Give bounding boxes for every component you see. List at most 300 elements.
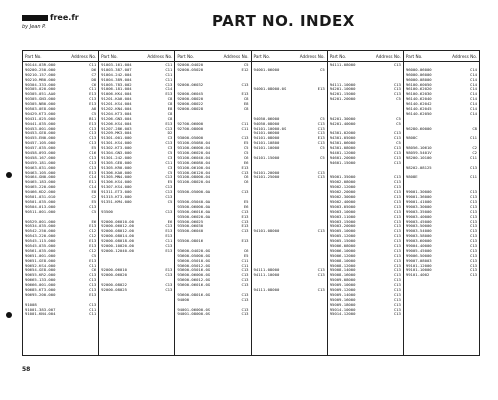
address-number: E13 (241, 238, 249, 244)
address-number: C6 (243, 174, 249, 180)
address-number: C13 (317, 140, 325, 146)
part-number: 93500-06020-0A (177, 214, 211, 219)
address-number: E13 (241, 213, 249, 219)
part-number: 91005-783-002 (101, 82, 132, 87)
header-address-no: Address No. (375, 53, 401, 59)
address-number: C14 (470, 71, 478, 77)
address-number: C11 (470, 154, 478, 160)
address-number: C13 (317, 125, 325, 131)
address-number: E5 (91, 145, 97, 151)
address-number: C13 (393, 159, 401, 165)
part-number: 96100-62030 (405, 92, 432, 97)
part-number: 91305-KR0-000 (101, 165, 132, 170)
address-number: C13 (393, 238, 401, 244)
address-number: C14 (470, 106, 478, 112)
part-number: 94101-10800 (253, 141, 280, 146)
part-number: 99003-54000 (405, 229, 432, 234)
part-number: 94111-10000 (329, 82, 356, 87)
part-number: 91311-ET3-000 (101, 190, 132, 195)
part-number: 95009-10000 (329, 283, 356, 288)
part-number: 91001-383-007 (25, 307, 56, 312)
part-number: 9808E (405, 175, 418, 180)
part-number: 91004-242-004 (101, 72, 132, 77)
part-number: 95009-14000 (329, 292, 356, 297)
address-number: C13 (470, 198, 478, 204)
site-logo (22, 13, 79, 22)
address-number: E13 (89, 238, 97, 244)
address-number: E6 (167, 218, 173, 224)
address-number: E13 (165, 120, 173, 126)
part-number: 91305-GE8-000 (101, 160, 132, 165)
part-number: 92000-10020-00 (101, 243, 134, 248)
address-number: C13 (89, 159, 97, 165)
part-number: 95009-16000 (329, 297, 356, 302)
address-number: C13 (89, 282, 97, 288)
part-number: 90529-001-000 (25, 219, 56, 224)
address-number: C16 (89, 150, 97, 156)
header-address-no: Address No. (452, 53, 478, 59)
column-header (252, 51, 327, 62)
address-number: C13 (165, 194, 173, 200)
address-number: E5 (243, 140, 249, 146)
address-number: C13 (317, 169, 325, 175)
part-number: 92700-06000 (177, 121, 204, 126)
header-part-no: Part No. (253, 53, 271, 59)
part-number: 96100-60050 (405, 82, 432, 87)
address-number: C5 (243, 62, 249, 67)
part-number: 93000-05000 (177, 136, 204, 141)
part-number: 90543-220-000 (25, 234, 56, 239)
part-number: 98056-10610 (405, 146, 432, 151)
part-number: 95003-15000 (329, 219, 356, 224)
part-number: 90501-031-010 (25, 195, 56, 200)
address-number: C13 (393, 233, 401, 239)
address-number: C13 (317, 174, 325, 180)
part-number: 90534-035-000 (25, 224, 56, 229)
owner-label: by Jean P. (22, 24, 47, 30)
address-number: C14 (470, 66, 478, 72)
address-number: E6 (243, 159, 249, 165)
address-number: C13 (165, 140, 173, 146)
part-number: 93100-06000-04 (177, 146, 211, 151)
part-number: 94001-06000 (253, 67, 280, 72)
part-number: 92700-08000 (177, 126, 204, 131)
part-number: 95002-20000 (329, 190, 356, 195)
address-number: C13 (241, 311, 249, 317)
part-number: 93500-06040 (177, 229, 204, 234)
binder-hole-icon (6, 312, 12, 318)
column-header (328, 51, 403, 62)
address-number: C13 (89, 154, 97, 160)
binder-hole-icon (6, 172, 12, 178)
part-number: 90457-105-000 (25, 141, 56, 146)
address-number: C13 (241, 277, 249, 283)
address-number: E13 (317, 86, 325, 92)
part-number: 91301-KS4-000 (101, 141, 132, 146)
part-number: 96140-62050 (405, 111, 432, 116)
index-column (99, 51, 175, 355)
part-number: 94111-10000 (253, 273, 280, 278)
address-number: C14 (89, 184, 97, 190)
address-number: C3 (167, 154, 173, 160)
address-number: C11 (89, 262, 97, 268)
part-number: 94201-15000 (329, 92, 356, 97)
address-number: E13 (165, 233, 173, 239)
part-number: 92000-08018-00 (101, 239, 134, 244)
part-number: 95002-40000 (329, 199, 356, 204)
part-number: 96000-06000 (405, 67, 432, 72)
part-number: 94201-40000 (329, 121, 356, 126)
address-number: C14 (470, 81, 478, 87)
part-number: 90652-KS4-000 (25, 263, 56, 268)
part-number: 94101-10000 (253, 146, 280, 151)
address-number: C13 (393, 311, 401, 317)
part-number: 92000-05020 (177, 67, 204, 72)
address-number: C6 (243, 154, 249, 160)
address-number: C13 (393, 277, 401, 283)
part-number: 90463-105-000 (25, 170, 56, 175)
part-number: 99001-41000 (405, 199, 432, 204)
part-number: 98059-5401V (405, 151, 432, 156)
address-number: C13 (393, 208, 401, 214)
address-number: C8 (167, 115, 173, 121)
address-number: C11 (89, 306, 97, 312)
address-number: C13 (241, 169, 249, 175)
address-number: D2 (167, 130, 173, 136)
part-number: 96000-06000 (405, 72, 432, 77)
address-number: C14 (470, 86, 478, 92)
address-number: E5 (167, 179, 173, 185)
part-number: 94111-08000 (253, 268, 280, 273)
address-number: C13 (470, 238, 478, 244)
part-number: 90695-200-000 (25, 292, 56, 297)
address-number: C11 (165, 159, 173, 165)
part-number: 90466-KD2-000 (25, 190, 56, 195)
part-number: 96140-62042 (405, 102, 432, 107)
address-number: C13 (470, 203, 478, 209)
address-number: C13 (470, 242, 478, 248)
address-number: C13 (165, 174, 173, 180)
address-number: C13 (165, 282, 173, 288)
part-number: 93100-08000-04 (177, 175, 211, 180)
part-number: 95002-08000 (329, 180, 356, 185)
address-number: C3 (167, 164, 173, 170)
address-number: C13 (393, 135, 401, 141)
address-number: C13 (393, 272, 401, 278)
table-row (404, 312, 479, 317)
part-number: 95006-08000 (329, 243, 356, 248)
address-number: C13 (393, 145, 401, 151)
address-number: C7 (91, 71, 97, 77)
part-number: 99003-58000 (405, 234, 432, 239)
address-number: C13 (317, 272, 325, 278)
index-column (252, 51, 328, 355)
address-number: C13 (393, 247, 401, 253)
part-number: 90655-KR2-000 (25, 273, 56, 278)
part-number: 99101-12000 (405, 263, 432, 268)
address-number: C13 (393, 286, 401, 292)
address-number: C12 (89, 228, 97, 234)
address-number: C13 (241, 272, 249, 278)
part-number: 95005-12000 (329, 234, 356, 239)
address-number: C11 (89, 86, 97, 92)
address-number: C5 (167, 169, 173, 175)
header-part-no: Part No. (329, 53, 347, 59)
address-number: C13 (165, 223, 173, 229)
address-number: C13 (393, 242, 401, 248)
part-number: 93600-08016-0G (177, 292, 211, 297)
address-number: E6 (243, 203, 249, 209)
part-number: 90666-001-000 (25, 283, 56, 288)
part-number: 95009-18000 (329, 302, 356, 307)
part-number: 94301-05000 (329, 136, 356, 141)
part-number: 91003-387-007 (101, 67, 132, 72)
part-number: 96100-62020 (405, 87, 432, 92)
part-number: 99003-60000 (405, 239, 432, 244)
address-number: C13 (241, 218, 249, 224)
part-number: 91006-KK4-004 (101, 92, 132, 97)
part-number: 93600-05000-0G (177, 253, 211, 258)
address-number: C11 (241, 257, 249, 263)
address-number: C13 (241, 189, 249, 195)
part-number: 95008-16000 (329, 273, 356, 278)
part-number: 94000 (177, 297, 190, 302)
part-number: 94001-06000-0S (177, 307, 211, 312)
logo-mark-icon (22, 15, 48, 21)
address-number: C3 (167, 145, 173, 151)
address-number: C13 (317, 228, 325, 234)
address-number: C13 (470, 233, 478, 239)
part-number: 90441-035-000 (25, 121, 56, 126)
address-number: C13 (470, 194, 478, 200)
address-number: C13 (393, 189, 401, 195)
part-number: 90458-167-000 (25, 155, 56, 160)
part-number: 90431-025-000 (25, 116, 56, 121)
address-number: C13 (165, 242, 173, 248)
part-number: 93600-06000-0G (177, 273, 211, 278)
part-number: 91201-KS4-004 (101, 102, 132, 107)
part-number: 90305-GN3-000 (25, 97, 56, 102)
index-column (23, 51, 99, 355)
address-number (159, 312, 174, 317)
part-number: 90545-115-000 (25, 239, 56, 244)
part-number: 99003-30000 (405, 204, 432, 209)
address-number: C5 (243, 150, 249, 156)
address-number: E13 (241, 91, 249, 97)
part-number: 95009-08000 (329, 278, 356, 283)
address-number: E13 (89, 223, 97, 229)
part-number: 93600-06016-0G (177, 283, 211, 288)
address-number: C13 (89, 203, 97, 209)
part-number: 95014-12000 (329, 312, 356, 317)
address-number: C13 (470, 218, 478, 224)
part-number: 90458-093-000 (25, 151, 56, 156)
address-number: C11 (470, 135, 478, 141)
address-number: C13 (470, 189, 478, 195)
part-number: 91006-181-004 (101, 87, 132, 92)
table-row (175, 312, 250, 317)
address-number: E13 (317, 135, 325, 141)
part-number: 98202-08125 (405, 165, 432, 170)
part-number: 91351-KM4-000 (101, 199, 132, 204)
address-number: C13 (241, 291, 249, 297)
table-row (252, 312, 327, 317)
address-number (312, 312, 327, 317)
part-number: 94101-06000 (253, 131, 280, 136)
part-number: 90654-GE8-000 (25, 268, 56, 273)
address-number: C13 (393, 179, 401, 185)
address-number: C2 (91, 194, 97, 200)
address-number: C13 (393, 150, 401, 156)
address-number: C13 (393, 130, 401, 136)
index-column (404, 51, 479, 355)
address-number: C13 (393, 218, 401, 224)
owner-name: Jean P. (29, 24, 47, 30)
part-number: 94050-06000 (253, 116, 280, 121)
part-number: 91004-389-004 (101, 77, 132, 82)
part-number: 91307-KS4-000 (101, 185, 132, 190)
header-address-no: Address No. (71, 53, 97, 59)
address-number: C2 (472, 145, 478, 151)
part-number: 93500 (101, 209, 113, 214)
address-number: C6 (91, 267, 97, 273)
address-number: C13 (89, 130, 97, 136)
address-number: E8 (91, 189, 97, 195)
part-number: 99003-40000 (405, 214, 432, 219)
part-number: 92000-08022 (101, 283, 127, 288)
part-number: 92000-08022 (177, 102, 204, 107)
part-number: 90685-KT3-000 (25, 287, 56, 292)
address-number: C13 (470, 223, 478, 229)
column-header (99, 51, 174, 62)
address-number: C13 (241, 282, 249, 288)
address-number: C13 (393, 267, 401, 273)
part-number: 93100-06120-04 (177, 170, 211, 175)
part-number: 93500-08016 (177, 239, 204, 244)
address-number: E13 (89, 242, 97, 248)
part-number: 90501-035-000 (25, 199, 56, 204)
part-number: 90545-035-000 (25, 243, 56, 248)
part-number: 91301-001-000 (101, 136, 132, 141)
part-number: 91304-GN3-000 (101, 151, 132, 156)
table-row (23, 312, 98, 317)
page-number: 58 (22, 366, 31, 373)
part-number: 91201-KA0-004 (101, 97, 132, 102)
part-number: 94101-10000-0S (253, 126, 287, 131)
part-number: 94001-08000-0S (177, 312, 211, 317)
address-number: C13 (393, 306, 401, 312)
address-number: C11 (89, 62, 97, 67)
part-number: 92000-06032 (177, 82, 204, 87)
part-number: 94201-10000 (329, 87, 356, 92)
column-header (404, 51, 479, 62)
address-number (464, 312, 479, 317)
part-number: 99001-36000 (405, 195, 432, 200)
address-number: C13 (317, 130, 325, 136)
part-number: 90542-250-000 (25, 229, 56, 234)
part-number: 95008-14000 (329, 268, 356, 273)
address-number: C6 (91, 81, 97, 87)
address-number: C13 (165, 286, 173, 292)
index-column (175, 51, 251, 355)
part-index-table (22, 50, 480, 356)
part-number: 91306-KA0-000 (101, 170, 132, 175)
part-number: 91202-KN4-004 (101, 107, 132, 112)
address-number: C11 (241, 125, 249, 131)
address-number: C13 (393, 301, 401, 307)
part-number: 91315-KT3-000 (101, 195, 132, 200)
address-number: E11 (89, 179, 97, 185)
part-number: 94111-08000 (329, 63, 356, 67)
part-number: 95005-15000 (329, 239, 356, 244)
part-number: 91003-161-004 (101, 63, 132, 67)
address-number: C14 (165, 86, 173, 92)
part-number: 90200-250-000 (25, 67, 56, 72)
part-number: 94601-20000 (329, 155, 356, 160)
address-number: C5 (320, 66, 325, 72)
address-number: C5 (91, 208, 97, 214)
part-number: 93100-08020-04 (177, 180, 211, 185)
address-number: C13 (89, 125, 97, 131)
part-number: 93100-06100-04 (177, 165, 211, 170)
part-number: 96280-60000 (405, 126, 432, 131)
part-number: 94401-12000 (329, 151, 356, 156)
address-number: C5 (396, 115, 401, 121)
part-number: 95002-12000 (329, 185, 356, 190)
part-number: 91302-KT3-000 (101, 146, 132, 151)
address-number: C13 (89, 96, 97, 102)
part-number: 90561-035-000 (25, 248, 56, 253)
address-number: C5 (167, 198, 173, 204)
address-number: C13 (241, 267, 249, 273)
address-number: C13 (89, 135, 97, 141)
part-number: 92000-06012-00 (101, 224, 134, 229)
address-number: C13 (317, 120, 325, 126)
address-number: C13 (241, 296, 249, 302)
address-number: C13 (241, 228, 249, 234)
address-number: C11 (470, 174, 478, 180)
address-number: C13 (393, 62, 401, 67)
part-number: 93500-05040-0A (177, 199, 211, 204)
address-number: C2 (472, 150, 478, 156)
part-number: 94101-25000 (253, 175, 280, 180)
index-column (328, 51, 404, 355)
part-number: 90144-03R-000 (25, 63, 56, 67)
part-number: 92000-12040-00 (101, 248, 134, 253)
address-number: C13 (393, 203, 401, 209)
address-number: C8 (243, 106, 249, 112)
part-number (252, 312, 312, 317)
address-number: C5 (320, 115, 325, 121)
table-row (99, 312, 174, 317)
part-number: 91204-KT3-004 (101, 111, 132, 116)
part-number: 92000-08025 (101, 287, 127, 292)
part-number: 92000-04020 (177, 63, 204, 67)
address-number: C13 (89, 164, 97, 170)
part-number: 92000-08028 (177, 107, 204, 112)
part-number: 99101-10000 (405, 268, 432, 273)
address-number: E13 (241, 223, 249, 229)
table-row (328, 312, 403, 317)
part-number: 95003-10000 (329, 209, 356, 214)
part-number: 94101-08000 (253, 136, 280, 141)
part-number: 99005-45000 (405, 248, 432, 253)
address-number: C13 (317, 286, 325, 292)
column-header (175, 51, 250, 62)
part-number: 93500-06000-0A (177, 204, 211, 209)
header-part-no: Part No. (25, 53, 42, 59)
address-number: E13 (89, 120, 97, 126)
